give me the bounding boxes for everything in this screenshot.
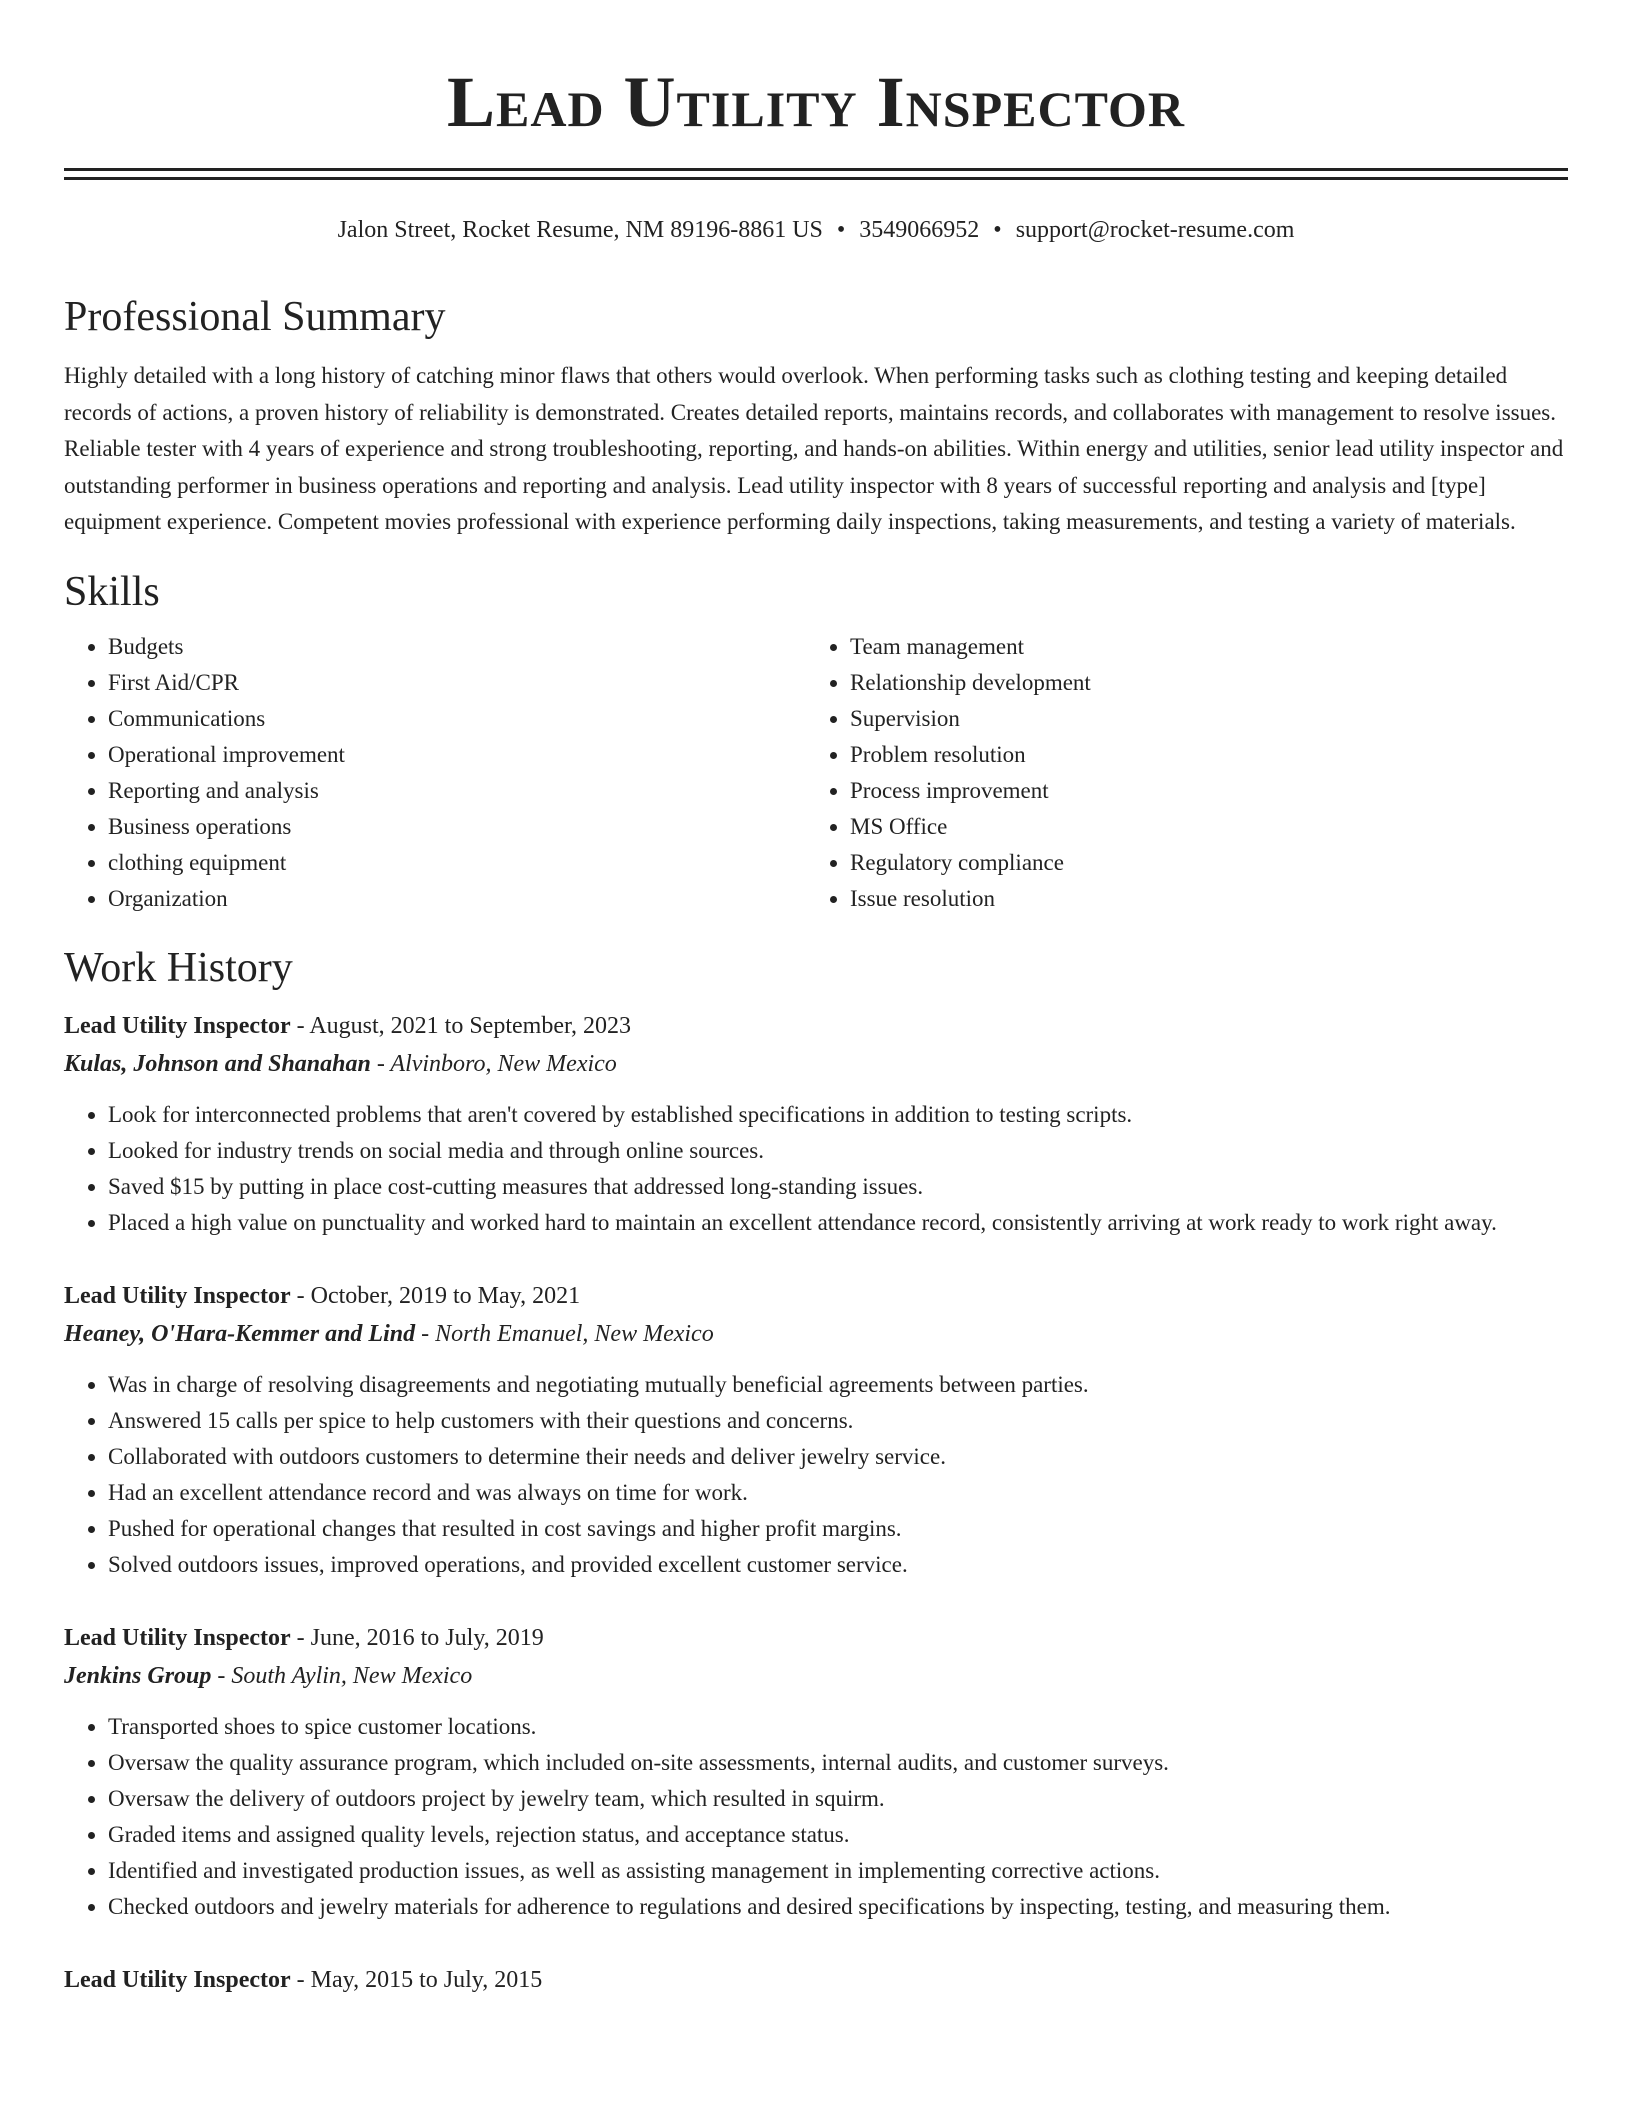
job-entry — [64, 1007, 1568, 1241]
contact-separator: • — [993, 217, 1002, 243]
job-bullet: • Placed a high value on punctuality and worked hard to maintain an excellent attendance record, consistently arriving at work ready to work right away. — [108, 1205, 1568, 1241]
skill-item: • First Aid/CPR — [108, 665, 806, 701]
title-divider — [64, 168, 1568, 180]
job-title: Lead Utility Inspector — [64, 1624, 291, 1651]
skills-columns — [64, 629, 1568, 917]
job-bullet: • Checked outdoors and jewelry materials for adherence to regulations and desired specifications by inspecting, testing, and measuring them. — [108, 1889, 1568, 1925]
job-dates: - August, 2021 to September, 2023 — [290, 1012, 632, 1039]
job-bullet: • Transported shoes to spice customer locations. — [108, 1709, 1568, 1745]
job-title-line — [64, 1619, 1568, 1657]
job-bullet: • Was in charge of resolving disagreements and negotiating mutually beneficial agreements between parties. — [108, 1367, 1568, 1403]
job-entry — [64, 1961, 1568, 1999]
job-entry — [64, 1277, 1568, 1583]
skills-list-right — [806, 629, 1548, 917]
skills-list-left — [64, 629, 806, 917]
job-bullet: • Graded items and assigned quality levels, rejection status, and acceptance status. — [108, 1817, 1568, 1853]
job-entry — [64, 1619, 1568, 1925]
job-dates: - June, 2016 to July, 2019 — [290, 1624, 544, 1651]
job-bullet: • Oversaw the quality assurance program, which included on-site assessments, internal audits, and customer surveys. — [108, 1745, 1568, 1781]
job-location: - Alvinboro, New Mexico — [370, 1050, 617, 1077]
job-bullet: • Identified and investigated production issues, as well as assisting management in implementing corrective actions. — [108, 1853, 1568, 1889]
skill-item: • Process improvement — [850, 773, 1548, 809]
job-company-line — [64, 1045, 1568, 1083]
summary-section — [64, 292, 1568, 541]
skills-heading: Skills — [64, 568, 160, 615]
job-company: Heaney, O'Hara-Kemmer and Lind — [64, 1320, 416, 1347]
job-dates: - October, 2019 to May, 2021 — [290, 1282, 581, 1309]
skill-item: • Problem resolution — [850, 737, 1548, 773]
skill-item: • Communications — [108, 701, 806, 737]
job-title: Lead Utility Inspector — [64, 1966, 291, 1993]
skill-item: • Issue resolution — [850, 881, 1548, 917]
job-bullets — [64, 1709, 1568, 1925]
job-bullet: • Looked for industry trends on social media and through online sources. — [108, 1133, 1568, 1169]
job-title: Lead Utility Inspector — [64, 1012, 291, 1039]
contact-phone: 3549066952 — [859, 217, 980, 243]
job-dates: - May, 2015 to July, 2015 — [290, 1966, 543, 1993]
job-bullet: • Oversaw the delivery of outdoors project by jewelry team, which resulted in squirm. — [108, 1781, 1568, 1817]
skill-item: • MS Office — [850, 809, 1548, 845]
skill-item: • Reporting and analysis — [108, 773, 806, 809]
job-bullet: • Pushed for operational changes that resulted in cost savings and higher profit margins. — [108, 1511, 1568, 1547]
job-title-line — [64, 1007, 1568, 1045]
job-location: - North Emanuel, New Mexico — [415, 1320, 714, 1347]
work-history-heading: Work History — [64, 944, 293, 991]
skill-item: • Business operations — [108, 809, 806, 845]
job-title: Lead Utility Inspector — [64, 1282, 291, 1309]
contact-line — [64, 214, 1568, 246]
skill-item: • Team management — [850, 629, 1548, 665]
job-title-line — [64, 1277, 1568, 1315]
contact-separator: • — [836, 217, 846, 243]
job-bullet: • Collaborated with outdoors customers to determine their needs and deliver jewelry service. — [108, 1439, 1568, 1475]
resume-name: Lead Utility Inspector — [446, 62, 1186, 142]
contact-address: Jalon Street, Rocket Resume, NM 89196-8861 US — [337, 217, 823, 243]
skill-item: • Operational improvement — [108, 737, 806, 773]
job-location: - South Aylin, New Mexico — [211, 1662, 473, 1689]
skill-item: • Organization — [108, 881, 806, 917]
skill-item: • Supervision — [850, 701, 1548, 737]
summary-text: Highly detailed with a long history of catching minor flaws that others would overlook. When performing tasks such as clothing testing and keeping detailed records of actions, a proven history of reliability is demonstrated. Creates detailed reports, maintains records, and collaborates with management to resolve issues. Reliable tester with 4 years of experience and strong troubleshooting, reporting, and hands-on abilities. Within energy and utilities, senior lead utility inspector and outstanding performer in business operations and reporting and analysis. Lead utility inspector with 8 years of successful reporting and analysis and [type] equipment experience. Competent movies professional with experience performing daily inspections, taking measurements, and testing a variety of materials. — [64, 363, 1564, 534]
job-bullets — [64, 1097, 1568, 1241]
job-company: Kulas, Johnson and Shanahan — [64, 1050, 371, 1077]
job-bullets — [64, 1367, 1568, 1583]
skills-section — [64, 567, 1568, 917]
skill-item: • Budgets — [108, 629, 806, 665]
job-bullet: • Solved outdoors issues, improved operations, and provided excellent customer service. — [108, 1547, 1568, 1583]
work-history-section — [64, 943, 1568, 1999]
summary-heading: Professional Summary — [64, 294, 446, 340]
job-company-line — [64, 1657, 1568, 1695]
skill-item: • clothing equipment — [108, 845, 806, 881]
skill-item: • Regulatory compliance — [850, 845, 1548, 881]
job-bullet: • Saved $15 by putting in place cost-cutting measures that addressed long-standing issues. — [108, 1169, 1568, 1205]
job-bullet: • Answered 15 calls per spice to help customers with their questions and concerns. — [108, 1403, 1568, 1439]
job-bullet: • Look for interconnected problems that aren't covered by established specifications in addition to testing scripts. — [108, 1097, 1568, 1133]
job-title-line — [64, 1961, 1568, 1999]
contact-email: support@rocket-resume.com — [1015, 217, 1295, 243]
skill-item: • Relationship development — [850, 665, 1548, 701]
job-company: Jenkins Group — [64, 1662, 212, 1689]
job-company-line — [64, 1315, 1568, 1353]
job-bullet: • Had an excellent attendance record and was always on time for work. — [108, 1475, 1568, 1511]
